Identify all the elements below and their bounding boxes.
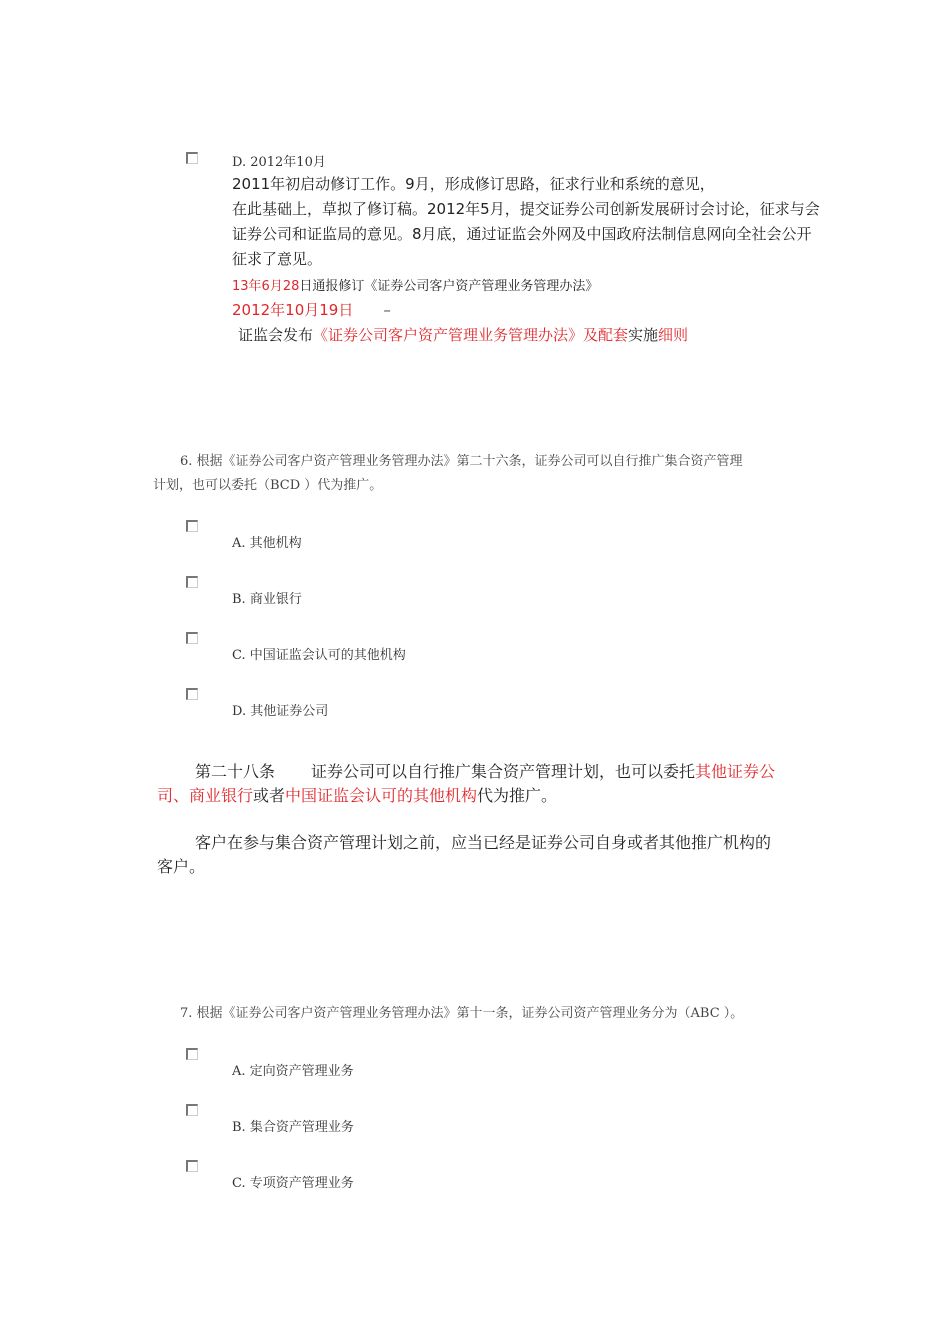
q7-option-b-label: B. 集合资产管理业务 bbox=[232, 1120, 354, 1135]
article-28-para-2-line-1: 客户在参与集合资产管理计划之前，应当已经是证券公司自身或者其他推广机构的 bbox=[195, 833, 772, 852]
article-number: 第二十八条 bbox=[195, 762, 276, 781]
q6-option-c-label: C. 中国证监会认可的其他机构 bbox=[232, 648, 406, 663]
notice-date: 13年6月28 bbox=[232, 279, 300, 294]
question-6-line-2: 计划，也可以委托（BCD ）代为推广。 bbox=[153, 478, 383, 493]
article-or: 或者 bbox=[253, 786, 286, 805]
q6-option-d-checkbox[interactable] bbox=[186, 688, 198, 700]
article-body: 证券公司可以自行推广集合资产管理计划，也可以委托 bbox=[311, 762, 696, 781]
article-28-line-2 bbox=[157, 783, 557, 806]
q7-option-b-checkbox[interactable] bbox=[186, 1104, 198, 1116]
q6-option-c-checkbox[interactable] bbox=[186, 632, 198, 644]
q7-option-c-checkbox[interactable] bbox=[186, 1160, 198, 1172]
q6-option-a-checkbox[interactable] bbox=[186, 520, 198, 532]
q6-option-b-label: B. 商业银行 bbox=[232, 592, 302, 607]
article-28-para-2-line-2: 客户。 bbox=[157, 857, 206, 876]
q7-option-a-checkbox[interactable] bbox=[186, 1048, 198, 1060]
dash: – bbox=[383, 301, 391, 319]
explanation-line-2: 在此基础上，草拟了修订稿。2012年5月，提交证券公司创新发展研讨会讨论，征求与会 bbox=[232, 200, 820, 218]
explanation-line-3: 证券公司和证监局的意见。8月底，通过证监会外网及中国政府法制信息网向全社会公开 bbox=[232, 225, 812, 243]
publish-title: 《证券公司客户资产管理业务管理办法》及配套 bbox=[313, 326, 629, 344]
article-highlight-1b: 司、商业银行 bbox=[157, 786, 254, 805]
notice-text: 日通报修订《证券公司客户资产管理业务管理办法》 bbox=[299, 279, 599, 294]
publish-date-line bbox=[232, 299, 391, 320]
article-highlight-1: 其他证券公 bbox=[695, 762, 776, 781]
article-highlight-2: 中国证监会认可的其他机构 bbox=[285, 786, 478, 805]
article-28-line-1 bbox=[195, 759, 775, 782]
question-6-line-1: 6. 根据《证券公司客户资产管理业务管理办法》第二十六条，证券公司可以自行推广集合资产管理 bbox=[180, 454, 743, 469]
explanation-line-1: 2011年初启动修订工作。9月，形成修订思路，征求行业和系统的意见， bbox=[232, 175, 715, 193]
q6-option-a-label: A. 其他机构 bbox=[232, 536, 302, 551]
option-d-checkbox[interactable] bbox=[186, 152, 198, 164]
q7-option-a-label: A. 定向资产管理业务 bbox=[232, 1064, 354, 1079]
q6-option-d-label: D. 其他证券公司 bbox=[232, 704, 329, 719]
publish-rules: 细则 bbox=[658, 326, 689, 344]
publish-mid: 实施 bbox=[628, 326, 659, 344]
publish-prefix: 证监会发布 bbox=[238, 326, 314, 344]
publish-line bbox=[238, 324, 688, 345]
article-end: 代为推广。 bbox=[477, 786, 558, 805]
q7-option-c-label: C. 专项资产管理业务 bbox=[232, 1176, 354, 1191]
notice-line bbox=[232, 275, 598, 294]
question-7-line-1: 7. 根据《证券公司客户资产管理业务管理办法》第十一条，证券公司资产管理业务分为（ABC ）。 bbox=[180, 1006, 744, 1021]
option-d-label: D. 2012年10月 bbox=[232, 155, 326, 170]
explanation-line-4: 征求了意见。 bbox=[232, 250, 323, 268]
q6-option-b-checkbox[interactable] bbox=[186, 576, 198, 588]
publish-date: 2012年10月19日 bbox=[232, 301, 354, 319]
